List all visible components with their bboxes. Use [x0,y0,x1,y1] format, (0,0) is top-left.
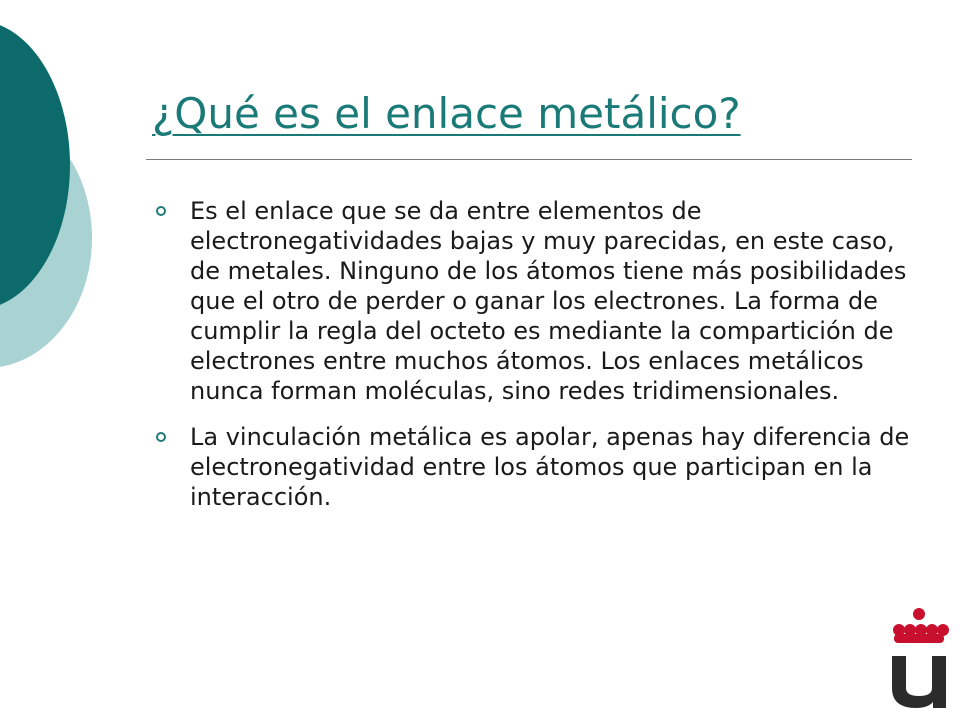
university-logo-icon [888,604,950,710]
slide-title: ¿Qué es el enlace metálico? [152,89,741,138]
bullet-text: Es el enlace que se da entre elementos de electronegatividades bajas y muy parecidas, en este caso, de metales. Ninguno de los átomos tiene más posibilidades que el otro de perder o ganar los electrones. La forma de cumplir la regla del octeto es mediante la compartición de electrones entre muchos átomos. Los enlaces metálicos nunca forman moléculas, sino redes tridimensionales. [190,197,907,405]
bullet-circle-icon [156,432,166,442]
bullet-list [156,196,916,528]
bullet-item [156,196,916,406]
title-divider [146,159,912,160]
bullet-item [156,422,916,512]
bullet-circle-icon [156,206,166,216]
bullet-text: La vinculación metálica es apolar, apenas hay diferencia de electronegatividad entre los átomos que participan en la interacción. [190,423,910,511]
